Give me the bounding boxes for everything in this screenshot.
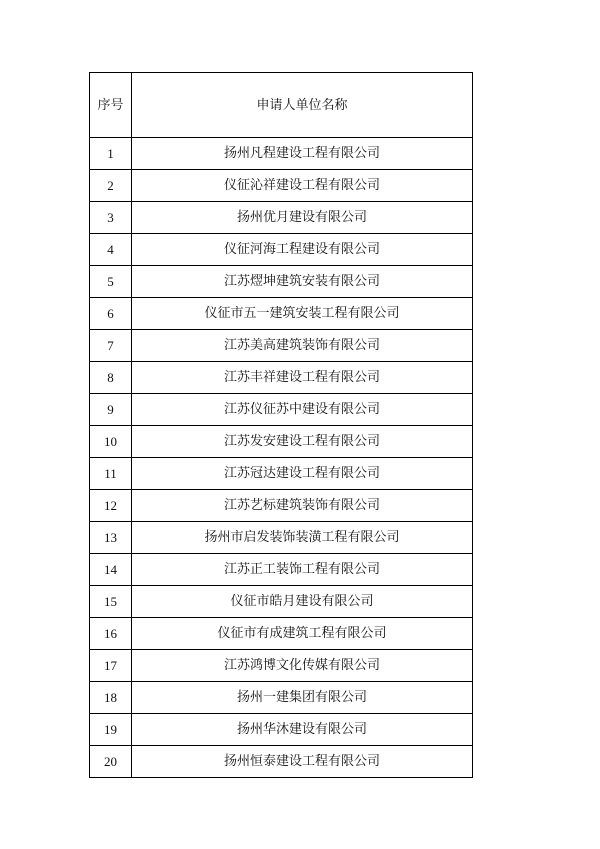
row-index: 15: [90, 586, 132, 618]
row-applicant-name: 仪征市有成建筑工程有限公司: [132, 618, 473, 650]
table-row: [90, 138, 473, 170]
row-applicant-name: 仪征市五一建筑安装工程有限公司: [132, 298, 473, 330]
row-index: 1: [90, 138, 132, 170]
row-index: 16: [90, 618, 132, 650]
row-applicant-name: 江苏鸿博文化传媒有限公司: [132, 650, 473, 682]
row-applicant-name: 江苏美高建筑装饰有限公司: [132, 330, 473, 362]
row-index: 20: [90, 746, 132, 778]
row-index: 10: [90, 426, 132, 458]
table-row: [90, 426, 473, 458]
row-applicant-name: 扬州市启发装饰装潢工程有限公司: [132, 522, 473, 554]
table-row: [90, 202, 473, 234]
row-index: 8: [90, 362, 132, 394]
table-row: [90, 746, 473, 778]
table-row: [90, 362, 473, 394]
table-row: [90, 682, 473, 714]
row-applicant-name: 江苏正工装饰工程有限公司: [132, 554, 473, 586]
table-row: [90, 554, 473, 586]
row-index: 18: [90, 682, 132, 714]
row-applicant-name: 扬州优月建设有限公司: [132, 202, 473, 234]
row-index: 4: [90, 234, 132, 266]
row-index: 5: [90, 266, 132, 298]
row-index: 12: [90, 490, 132, 522]
table-row: [90, 330, 473, 362]
row-index: 11: [90, 458, 132, 490]
row-applicant-name: 江苏发安建设工程有限公司: [132, 426, 473, 458]
row-index: 19: [90, 714, 132, 746]
row-applicant-name: 江苏熤坤建筑安装有限公司: [132, 266, 473, 298]
row-applicant-name: 扬州凡程建设工程有限公司: [132, 138, 473, 170]
row-applicant-name: 扬州华沐建设有限公司: [132, 714, 473, 746]
row-applicant-name: 江苏艺标建筑装饰有限公司: [132, 490, 473, 522]
header-index: 序号: [90, 73, 132, 138]
table-row: [90, 170, 473, 202]
row-index: 13: [90, 522, 132, 554]
row-applicant-name: 仪征河海工程建设有限公司: [132, 234, 473, 266]
table-row: [90, 298, 473, 330]
table-row: [90, 650, 473, 682]
table-row: [90, 394, 473, 426]
row-index: 2: [90, 170, 132, 202]
row-applicant-name: 江苏仪征苏中建设有限公司: [132, 394, 473, 426]
row-index: 6: [90, 298, 132, 330]
table-row: [90, 234, 473, 266]
header-applicant-name: 申请人单位名称: [132, 73, 473, 138]
table-row: [90, 458, 473, 490]
row-index: 7: [90, 330, 132, 362]
applicant-table: [89, 72, 473, 778]
table-row: [90, 522, 473, 554]
table-header-row: [90, 73, 473, 138]
row-applicant-name: 仪征沁祥建设工程有限公司: [132, 170, 473, 202]
row-index: 3: [90, 202, 132, 234]
row-index: 17: [90, 650, 132, 682]
row-applicant-name: 江苏丰祥建设工程有限公司: [132, 362, 473, 394]
table-row: [90, 490, 473, 522]
row-applicant-name: 扬州恒泰建设工程有限公司: [132, 746, 473, 778]
table-row: [90, 266, 473, 298]
row-applicant-name: 仪征市皓月建设有限公司: [132, 586, 473, 618]
row-applicant-name: 扬州一建集团有限公司: [132, 682, 473, 714]
row-index: 9: [90, 394, 132, 426]
table-row: [90, 586, 473, 618]
row-applicant-name: 江苏冠达建设工程有限公司: [132, 458, 473, 490]
table-row: [90, 714, 473, 746]
row-index: 14: [90, 554, 132, 586]
table-row: [90, 618, 473, 650]
